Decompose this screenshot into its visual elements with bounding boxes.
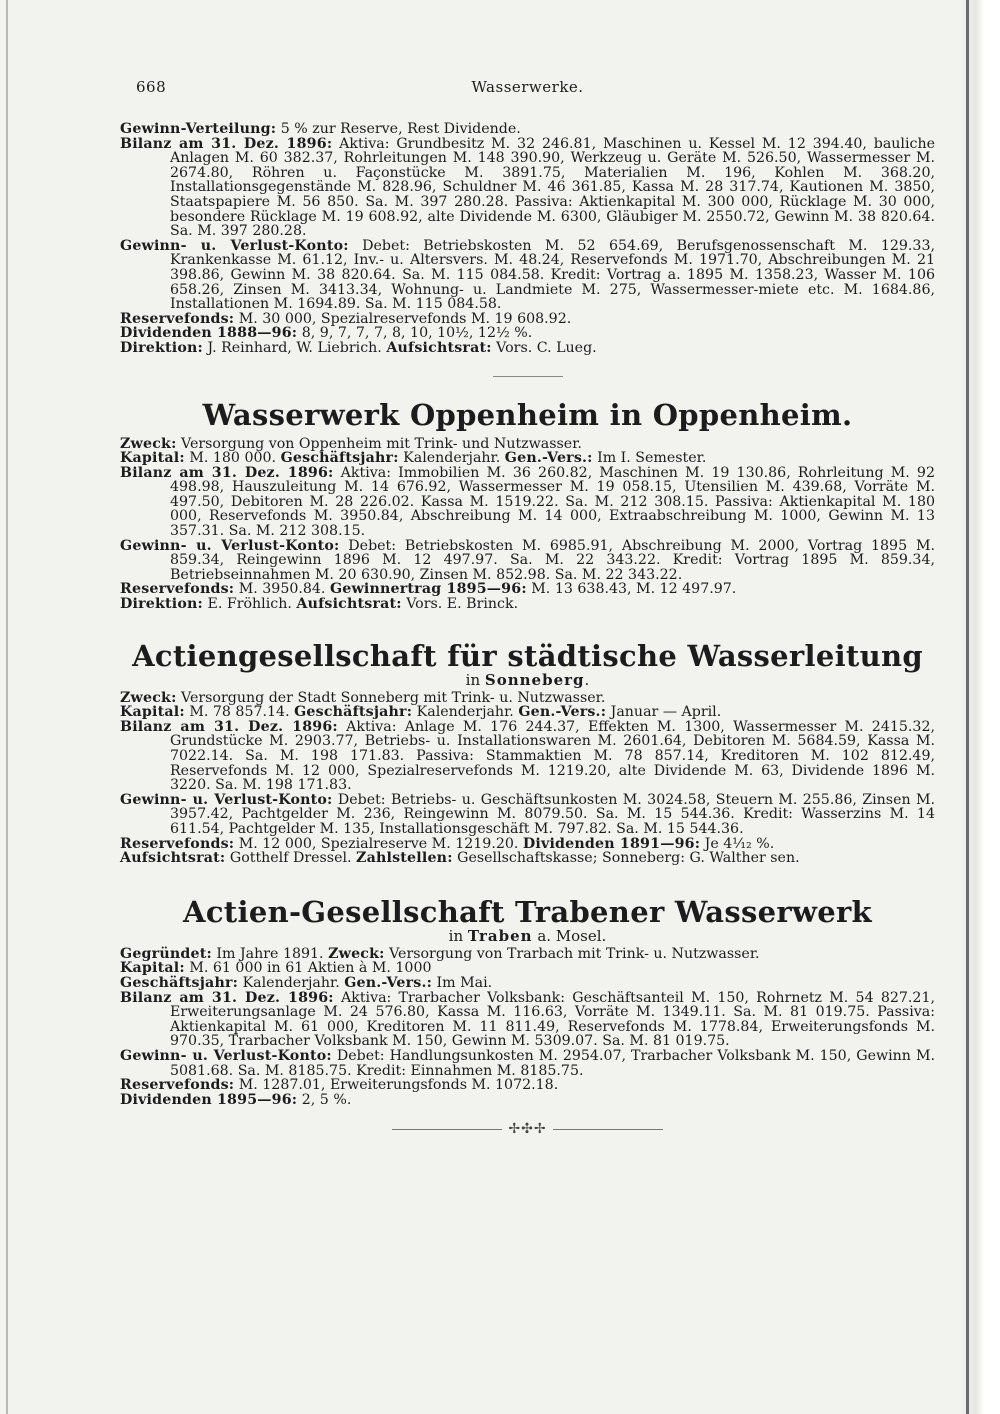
entry-reservefonds: Reservefonds: M. 3950.84. Gewinnertrag 1895—96: M. 13 638.43, M. 12 497.97. (120, 581, 737, 598)
entry-dividenden: Dividenden 1888—96: 8, 9, 7, 7, 7, 8, 10, 10½, 12½ %. (120, 325, 533, 342)
entry-aufsichtsrat: Aufsichtsrat: Gotthelf Dressel. Zahlstellen: Gesellschaftskasse; Sonneberg: G. Walther sen. (120, 850, 800, 867)
entry-dividenden: Dividenden 1895—96: 2, 5 %. (120, 1091, 352, 1108)
entry-bilanz: Bilanz am 31. Dez. 1896: Aktiva: Immobilien M. 36 260.82, Maschinen M. 19 130.86, Rohrleitung M. 92 498.98, Hauszuleitung M. 14 676.92, Wassermesser M. 19 058.15, Utensilien M. 439.68, Vorräte M. 497.50, Debitoren M. 28 226.02. Kassa M. 1519.22. Sa. M. 212 308.15. Passiva: Aktienkapital M. 180 000, Reservefonds M. 3950.84, Abschreibung M. 14 000, Extraabschreibung M. 1000, Gewinn M. 13 357.31. Sa. M. 212 308.15. (120, 464, 935, 540)
book-page (120, 78, 935, 1137)
entry-gewinn-verlust: Gewinn- u. Verlust-Konto: Debet: Betriebskosten M. 6985.91, Abschreibung M. 2000, Vortrag 1895 M. 859.34, Reingewinn 1896 M. 12 497.97. Sa. M. 22 343.22. Kredit: Vortrag 1895 M. 859.34, Betriebseinnahmen M. 20 630.90, Zinsen M. 852.98. Sa. M. 22 343.22. (120, 537, 935, 583)
entry-zweck: Zweck: Versorgung von Oppenheim mit Trink- und Nutzwasser. (120, 435, 582, 452)
section-sonneberg (120, 691, 935, 866)
entry-kapital: Kapital: M. 180 000. Geschäftsjahr: Kalenderjahr. Gen.-Vers.: Im I. Semester. (120, 450, 707, 467)
entry-geschaeftsjahr: Geschäftsjahr: Kalenderjahr. Gen.-Vers.: Im Mai. (120, 974, 493, 991)
entry-kapital: Kapital: M. 61 000 in 61 Aktien à M. 1000 (120, 960, 432, 977)
company-title: Actien-Gesellschaft Trabener Wasserwerk (183, 894, 872, 929)
entry-gewinn-verteilung: Gewinn-Verteilung: 5 % zur Reserve, Rest Dividende. (120, 121, 521, 137)
company-location: in Traben a. Mosel. (448, 926, 607, 945)
company-location: in Sonneberg. (465, 670, 590, 689)
scan-edge-line-right (966, 0, 969, 1414)
entry-gewinn-verlust: Gewinn- u. Verlust-Konto: Debet: Betriebskosten M. 52 654.69, Berufsgenossenschaft M. 129.33, Krankenkasse M. 61.12, Inv.- u. Altersvers. M. 48.24, Reservefonds M. 1971.70, Abschreibungen M. 21 398.86, Gewinn M. 38 820.64. Sa. M. 115 084.58. Kredit: Vortrag a. 1895 M. 1358.23, Wasser M. 106 658.26, Zinsen M. 3413.34, Wohnung- u. Landmiete M. 275, Wassermesser-miete etc. M. 1684.86, Installationen M. 1694.89. Sa. M. 115 084.58. (120, 237, 935, 313)
entry-gewinn-verlust: Gewinn- u. Verlust-Konto: Debet: Handlungsunkosten M. 2954.07, Trarbacher Volksbank M. 150, Gewinn M. 5081.68. Sa. M. 8185.75. Kredit: Einnahmen M. 8185.75. (120, 1047, 935, 1079)
entry-bilanz: Bilanz am 31. Dez. 1896: Aktiva: Grundbesitz M. 32 246.81, Maschinen u. Kessel M. 12 394.40, bauliche Anlagen M. 60 382.37, Rohrleitungen M. 148 390.90, Werkzeug u. Geräte M. 526.50, Wassermesser M. 2674.80, Röhren u. Façonstücke M. 3891.75, Materialien M. 196, Kohlen M. 368.20, Installationsgegenstände M. 828.96, Schuldner M. 46 361.85, Kassa M. 28 317.74, Kautionen M. 3850, Staatspapiere M. 56 850. Sa. M. 397 280.28. Passiva: Aktienkapital M. 300 000, Rücklage M. 30 000, besondere Rücklage M. 19 608.92, alte Dividende M. 6300, Gläubiger M. 2550.72, Gewinn M. 38 820.64. Sa. M. 397 280.28. (120, 135, 935, 240)
entry-zweck: Zweck: Versorgung der Stadt Sonneberg mit Trink- u. Nutzwasser. (120, 689, 606, 706)
entry-bilanz: Bilanz am 31. Dez. 1896: Aktiva: Anlage M. 176 244.37, Effekten M. 1300, Wassermesser M. 2415.32, Grundstücke M. 2903.77, Betriebs- u. Installationswaren M. 2601.64, Debitoren M. 5684.59, Kassa M. 7022.14. Sa. M. 198 171.83. Passiva: Stammaktien M. 78 857.14, Kreditoren M. 102 812.49, Reservefonds M. 12 000, Spezialreservefonds M. 1219.20, alte Dividende M. 63, Dividende 1896 M. 3220. Sa. M. 198 171.83. (120, 718, 935, 794)
entry-gegruendet: Gegründet: Im Jahre 1891. Zweck: Versorgung von Trarbach mit Trink- u. Nutzwasser. (120, 945, 760, 962)
entry-reservefonds: Reservefonds: M. 12 000, Spezialreserve M. 1219.20. Dividenden 1891—96: Je 4¹⁄₁₂ %. (120, 835, 775, 852)
entry-reservefonds: Reservefonds: M. 30 000, Spezialreservefonds M. 19 608.92. (120, 310, 572, 327)
end-ornament: ✢✣✢ (120, 1121, 935, 1137)
section-continued (120, 122, 935, 356)
entry-gewinn-verlust: Gewinn- u. Verlust-Konto: Debet: Betriebs- u. Geschäftsunkosten M. 3024.58, Steuern M. 255.86, Zinsen M. 3957.42, Pachtgelder M. 236, Reingewinn M. 8079.50. Sa. M. 15 544.36. Kredit: Wasserzins M. 14 611.54, Pachtgelder M. 135, Installationsgeschäft M. 797.82. Sa. M. 15 544.36. (120, 791, 935, 837)
scan-edge-line-left (6, 0, 8, 1414)
running-title: Wasserwerke. (471, 78, 584, 96)
entry-kapital: Kapital: M. 78 857.14. Geschäftsjahr: Kalenderjahr. Gen.-Vers.: Januar — April. (120, 704, 722, 721)
section-oppenheim (120, 437, 935, 612)
section-divider (493, 376, 563, 377)
page-number: 668 (136, 78, 167, 96)
entry-bilanz: Bilanz am 31. Dez. 1896: Aktiva: Trarbacher Volksbank: Geschäftsanteil M. 150, Rohrnetz M. 54 827.21, Erweiterungsanlage M. 24 576.80, Kassa M. 116.63, Vorräte M. 1349.11. Sa. M. 81 019.75. Passiva: Aktienkapital M. 61 000, Kreditoren M. 11 811.49, Reservefonds M. 1778.84, Erweiterungsfonds M. 970.35, Trarbacher Volksbank M. 150, Gewinn M. 5309.07. Sa. M. 81 019.75. (120, 989, 935, 1050)
company-title: Wasserwerk Oppenheim in Oppenheim. (202, 397, 853, 432)
company-title: Actiengesellschaft für städtische Wasserleitung (132, 638, 923, 673)
entry-direktion: Direktion: E. Fröhlich. Aufsichtsrat: Vors. E. Brinck. (120, 596, 519, 613)
entry-direktion: Direktion: J. Reinhard, W. Liebrich. Aufsichtsrat: Vors. C. Lueg. (120, 339, 597, 356)
page-header (120, 78, 935, 100)
entry-reservefonds: Reservefonds: M. 1287.01, Erweiterungsfonds M. 1072.18. (120, 1077, 559, 1094)
section-traben (120, 947, 935, 1108)
